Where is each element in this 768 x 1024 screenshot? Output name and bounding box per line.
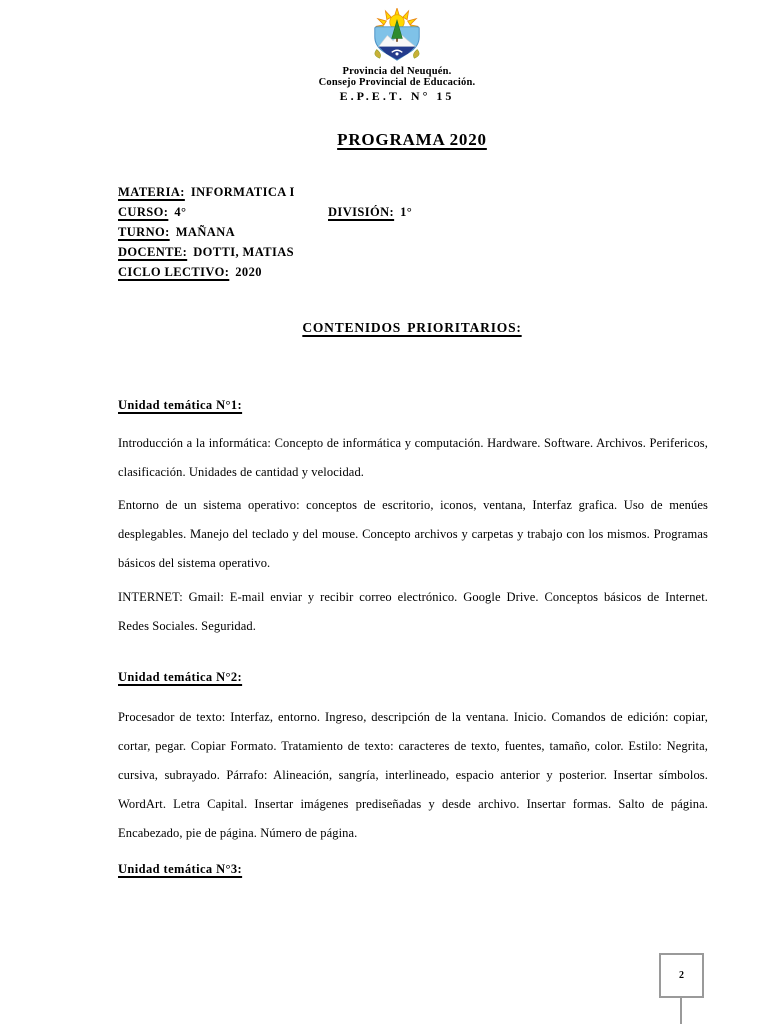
division-field [328,202,412,222]
org-name-line2: Consejo Provincial de Educación. [318,77,476,88]
unit-3-heading: Unidad temática N°3: [118,862,243,876]
curso-label: CURSO: [118,205,169,219]
meta-row-turno [118,222,706,242]
course-meta-block [118,182,706,282]
docente-value: DOTTI, MATIAS [193,245,295,259]
unit-2-heading: Unidad temática N°2: [118,670,243,684]
meta-row-curso-division [118,202,706,222]
unit-1-paragraph-3: INTERNET: Gmail: E-mail enviar y recibir correo electrónico. Google Drive. Conceptos básicos de Internet. Redes Sociales. Seguridad. [118,590,708,633]
unit-1-heading: Unidad temática N°1: [118,398,243,412]
meta-row-ciclo [118,262,706,282]
turno-value: MAÑANA [175,225,236,239]
unit-2-paragraph-1: Procesador de texto: Interfaz, entorno. Ingreso, descripción de la ventana. Inicio. Comandos de edición: copiar, cortar, pegar. Copiar Formato. Tratamiento de texto: caracteres de texto, fuentes, tamaño, color. Estilo: Negrita, cursiva, subrayado. Párrafo: Alineación, sangría, interlineado, espacio anterior y posterior. Insertar símbolos. WordArt. Letra Capital. Insertar imágenes prediseñadas y desde archivo. Insertar formas. Salto de página. Encabezado, pie de página. Número de página. [118,710,708,840]
materia-label: MATERIA: [118,185,185,199]
division-label: DIVISIÓN: [328,205,395,219]
school-crest-icon [368,8,426,64]
org-name-line1: Provincia del Neuquén. [342,66,452,77]
turno-label: TURNO: [118,225,170,239]
ciclo-label: CICLO LECTIVO: [118,265,230,279]
page-number: 2 [679,970,684,981]
school-name: E.P.E.T. N° 15 [339,89,455,103]
page-number-stem-line [680,998,682,1024]
section-heading: CONTENIDOS PRIORITARIOS: [302,320,522,335]
meta-row-docente [118,242,706,262]
page-title: PROGRAMA 2020 [337,130,487,149]
unit-1-paragraph-2: Entorno de un sistema operativo: conceptos de escritorio, iconos, ventana, Interfaz grafica. Uso de menúes desplegables. Manejo del teclado y del mouse. Concepto archivos y carpetas y trabajo con los mismos. Programas básicos del sistema operativo. [118,498,708,570]
unit-1-paragraph-1: Introducción a la informática: Concepto de informática y computación. Hardware. Software. Archivos. Perifericos, clasificación. Unidades de cantidad y velocidad. [118,436,708,479]
meta-row-materia [118,182,706,202]
division-value: 1° [400,205,413,219]
document-header [13,8,768,103]
docente-label: DOCENTE: [118,245,188,259]
ciclo-value: 2020 [235,265,262,279]
curso-value: 4° [174,205,187,219]
page-number-box [659,953,704,998]
materia-value: INFORMATICA I [190,185,295,199]
